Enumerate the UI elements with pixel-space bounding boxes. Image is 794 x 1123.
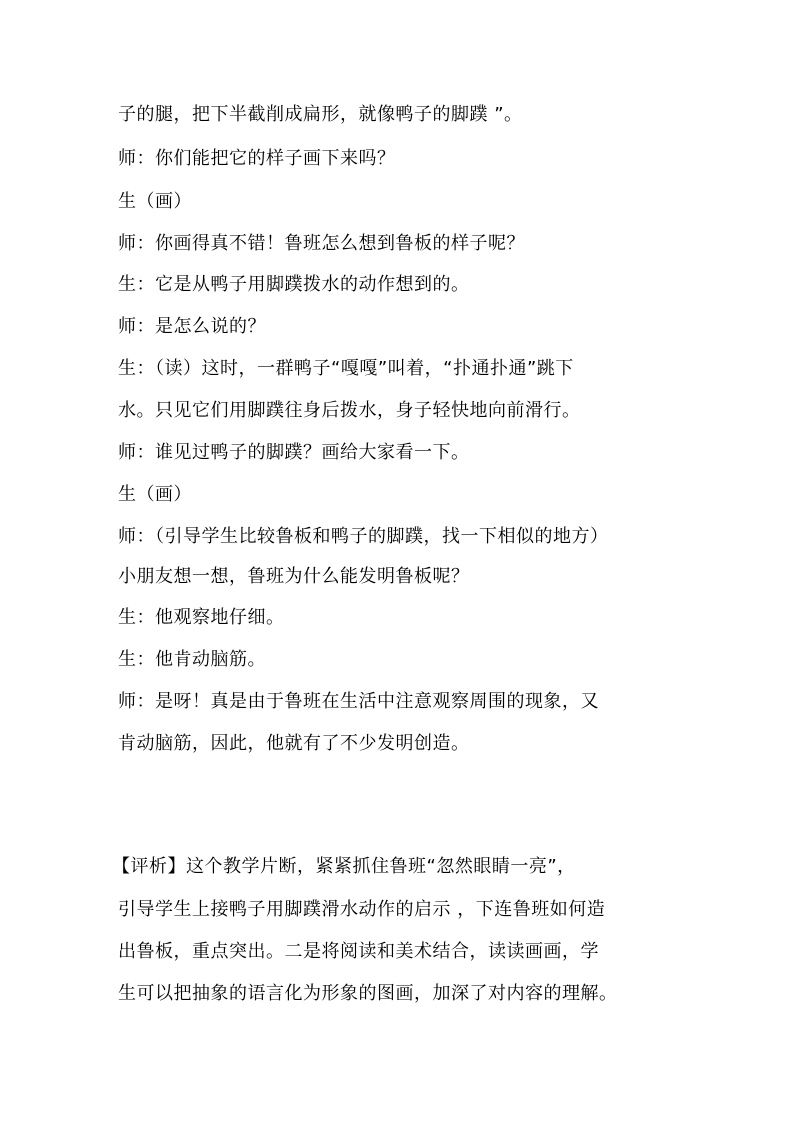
dialogue-line: 生：他肯动脑筋。 — [118, 649, 266, 670]
dialogue-line: 生（画） — [118, 484, 192, 505]
analysis-line: 出鲁板，重点突出。二是将阅读和美术结合，读读画画，学 — [118, 941, 599, 962]
dialogue-line: 师：你们能把它的样子画下来吗？ — [118, 148, 396, 169]
dialogue-line: 师：是呀！真是由于鲁班在生活中注意观察周围的现象，又 — [118, 691, 599, 712]
dialogue-line: 师：是怎么说的？ — [118, 316, 266, 337]
dialogue-line: 子的腿，把下半截削成扁形，就像鸭子的脚蹼 ”。 — [118, 104, 523, 125]
dialogue-line: 水。只见它们用脚蹼往身后拨水，身子轻快地向前滑行。 — [118, 400, 581, 421]
dialogue-line: 师：谁见过鸭子的脚蹼？画给大家看一下。 — [118, 442, 470, 463]
dialogue-line: 小朋友想一想，鲁班为什么能发明鲁板呢？ — [118, 566, 470, 587]
dialogue-line: 师：你画得真不错！鲁班怎么想到鲁板的样子呢？ — [118, 233, 525, 254]
dialogue-line: 生（画） — [118, 191, 192, 212]
dialogue-line: 生：他观察地仔细。 — [118, 607, 285, 628]
dialogue-line: 生：（读）这时，一群鸭子“嘎嘎”叫着，“扑通扑通”跳下 — [118, 358, 574, 379]
analysis-line: 生可以把抽象的语言化为形象的图画，加深了对内容的理解。 — [118, 983, 618, 1004]
dialogue-line: 生：它是从鸭子用脚蹼拨水的动作想到的。 — [118, 274, 470, 295]
dialogue-line: 肯动脑筋，因此，他就有了不少发明创造。 — [118, 733, 470, 754]
analysis-line: 【评析】这个教学片断，紧紧抓住鲁班“忽然眼睛一亮”， — [112, 856, 576, 877]
analysis-line: 引导学生上接鸭子用脚蹼滑水动作的启示 ，下连鲁班如何造 — [118, 899, 606, 920]
dialogue-line: 师：（引导学生比较鲁板和鸭子的脚蹼，找一下相似的地方） — [118, 526, 609, 547]
